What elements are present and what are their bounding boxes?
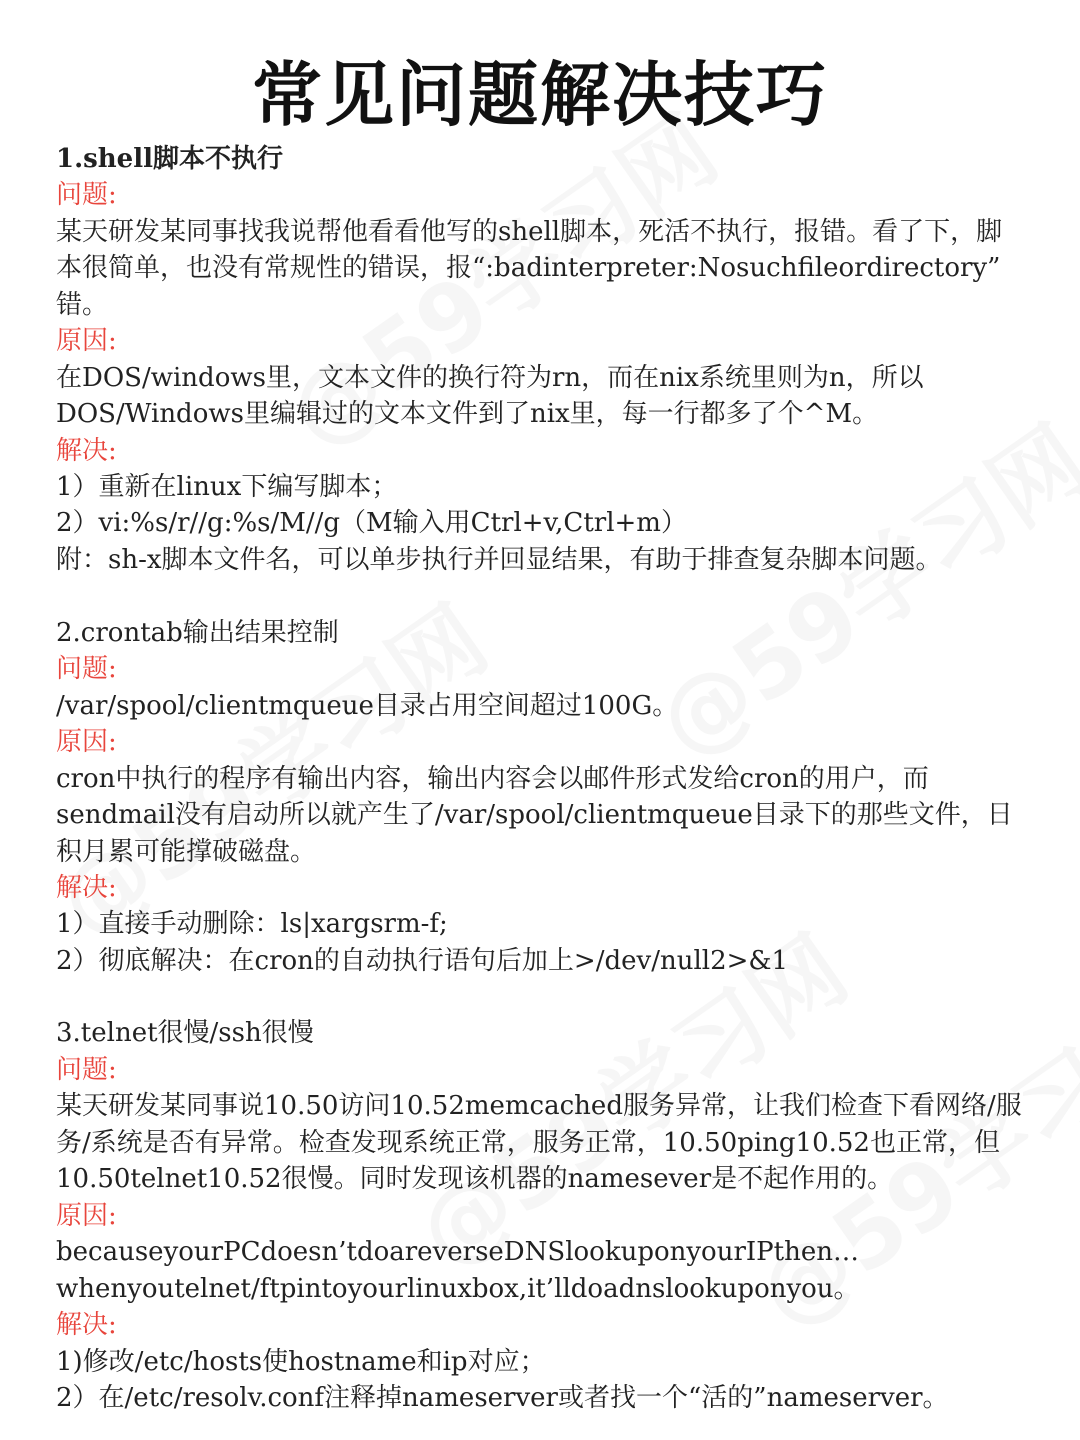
cause-text: becauseyourPCdoesn’tdoareverseDNSlookuponyourIPthen… [56, 1237, 859, 1267]
problem-text: /var/spool/clientmqueue目录占用空间超过100G。 [56, 691, 679, 721]
solution-text: 2）彻底解决：在cron的自动执行语句后加上>/dev/null2>&1 [56, 946, 789, 976]
problem-text: 某天研发某同事找我说帮他看看他写的shell脚本，死活不执行，报错。看了下，脚 [56, 217, 1003, 247]
section-heading: 2.crontab输出结果控制 [56, 618, 339, 648]
problem-label: 问题: [56, 654, 117, 684]
solution-text: 2）在/etc/resolv.conf注释掉nameserver或者找一个“活的”nameserver。 [56, 1383, 949, 1413]
cause-text: 积月累可能撑破磁盘。 [56, 837, 317, 867]
problem-text: 10.50telnet10.52很慢。同时发现该机器的namesever是不起作用的。 [56, 1164, 894, 1194]
problem-text: 务/系统是否有异常。检查发现系统正常，服务正常，10.50ping10.52也正常，但 [56, 1128, 1000, 1158]
cause-text: whenyoutelnet/ftpintoyourlinuxbox,it’lldoadnslookuponyou。 [56, 1274, 860, 1304]
problem-text: 错。 [56, 290, 109, 320]
cause-text: DOS/Windows里编辑过的文本文件到了nix里，每一行都多了个^M。 [56, 399, 879, 429]
cause-text: 在DOS/windows里，文本文件的换行符为rn，而在nix系统里则为n，所以 [56, 363, 924, 393]
solution-label: 解决: [56, 873, 117, 903]
cause-text: sendmail没有启动所以就产生了/var/spool/clientmqueue目录下的那些文件，日 [56, 800, 1013, 830]
problem-label: 问题: [56, 180, 117, 210]
solution-text: 1）重新在linux下编写脚本； [56, 472, 398, 502]
section-heading: 3.telnet很慢/ssh很慢 [56, 1018, 314, 1048]
problem-text: 本很简单，也没有常规性的错误，报“:badinterpreter:Nosuchfileordirectory” [56, 253, 1001, 283]
section-heading: 1.shell脚本不执行 [56, 144, 283, 174]
solution-text: 1)修改/etc/hosts使hostname和ip对应； [56, 1347, 546, 1377]
cause-label: 原因: [56, 326, 117, 356]
solution-label: 解决: [56, 1310, 117, 1340]
solution-text: 2）vi:%s/r//g:%s/M//g（M输入用Ctrl+v,Ctrl+m） [56, 508, 687, 538]
page-title: 常见问题解决技巧 [252, 54, 828, 136]
problem-text: 某天研发某同事说10.50访问10.52memcached服务异常，让我们检查下看网络/服 [56, 1091, 1022, 1121]
cause-label: 原因: [56, 727, 117, 757]
cause-text: cron中执行的程序有输出内容，输出内容会以邮件形式发给cron的用户，而 [56, 764, 929, 794]
solution-text: 1）直接手动删除：ls|xargsrm-f; [56, 909, 448, 939]
problem-label: 问题: [56, 1055, 117, 1085]
cause-label: 原因: [56, 1201, 117, 1231]
solution-text: 附：sh-x脚本文件名，可以单步执行并回显结果，有助于排查复杂脚本问题。 [56, 545, 942, 575]
solution-label: 解决: [56, 436, 117, 466]
